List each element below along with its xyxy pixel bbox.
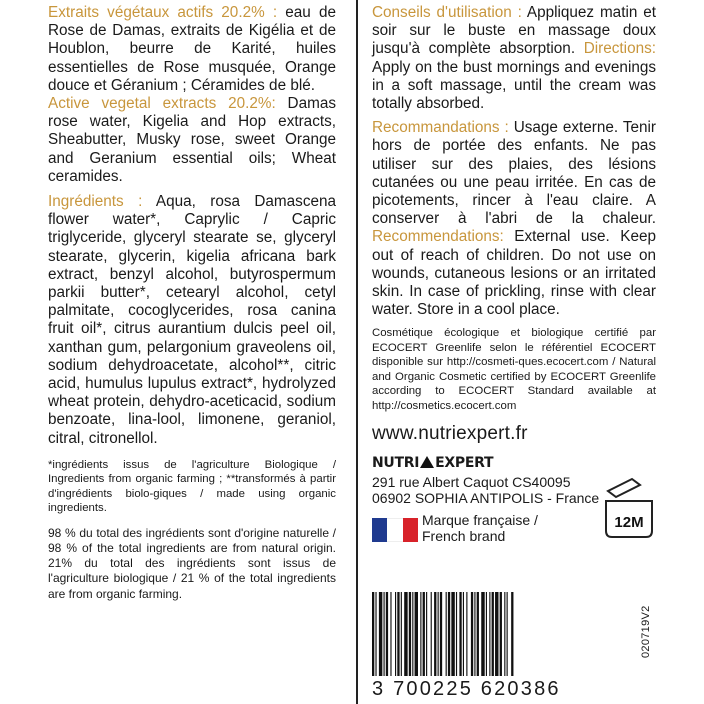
recommandations-label: Recommandations : [372,119,509,137]
barcode-bar [409,592,411,676]
french-flag-icon [372,518,418,542]
made-line-2: French brand [422,528,506,545]
directions-label: Directions: [583,40,656,58]
brand-logo [372,455,599,471]
barcode-bar [446,592,447,676]
address [372,474,599,506]
brand-block [372,455,599,544]
certification-paragraph: Cosmétique écologique et biologique certifié par ECOCERT Greenlife selon le référentiel ECOCERT disponible sur http://cosmeti-ques.ecocert.com / Natural and Organic Cosmetic certified by ECOCERT Greenlife according to ECOCERT Standard available at http://cosmetics.ecocert.com [372,327,656,412]
barcode-bar [500,592,502,676]
recommandations-paragraph [372,119,656,319]
pao-jar-icon [602,477,656,539]
ingredients-label: Ingrédients : [48,193,143,211]
pao-label: 12M [614,514,644,532]
barcode-bar [434,592,436,676]
barcode [372,592,604,676]
barcode-bar [456,592,457,676]
active-text: Damas rose water, Kigelia and Hop extracts, Sheabutter, Musky rose, sweet Orange and Geranium essential oils; Wheat ceramides. [48,95,336,185]
barcode-bar [507,592,508,676]
barcode-bar [423,592,425,676]
extraits-paragraph [48,4,336,95]
barcode-bar [495,592,498,676]
made-text [422,512,538,544]
left-column [48,0,336,602]
barcode-bar [474,592,475,676]
barcode-bar [390,592,391,676]
recommendations-label: Recommendations: [372,228,504,246]
barcode-bar [404,592,407,676]
active-paragraph [48,95,336,186]
barcode-bar [511,592,513,676]
barcode-bar [384,592,385,676]
barcode-bar [440,592,442,676]
barcode-bar [486,592,487,676]
directions-text: Apply on the bust mornings and evenings in a soft massage, until the cream was totally absorbed. [372,58,656,113]
percent-paragraph: 98 % du total des ingrédients sont d'origine naturelle / 98 % of the total ingredients are from natural origin. 21% du total des ingrédients sont issus de l'agriculture biologique / 21 % of the total ingredients are from organic farming. [48,525,336,601]
barcode-bar [412,592,413,676]
barcode-bar [395,592,396,676]
made-line-1: Marque française / [422,512,538,529]
barcode-bar [379,592,382,676]
active-label: Active vegetal extracts 20.2%: [48,95,276,113]
conseils-text: Appliquez matin et soir sur le buste en massage doux jusqu'à complète absorption. [372,4,656,58]
barcode-bar [420,592,421,676]
conseils-paragraph [372,4,656,113]
barcode-bar [466,592,467,676]
barcode-bar [375,592,376,676]
barcode-bar [492,592,494,676]
recommandations-text: Usage externe. Tenir hors de portée des enfants. Ne pas utiliser sur des plaies, des lésions cutanées ou une peau irritée. En cas de picotements, rincer à l'eau claire. A conserver à l'abri de la chaleur. [372,119,656,228]
barcode-bar [415,592,418,676]
barcode-bar [463,592,464,676]
barcode-bar [372,592,374,676]
barcode-bar [431,592,432,676]
extraits-label: Extraits végétaux actifs 20.2% : [48,4,278,21]
version-code: 020719V2 [640,605,652,658]
barcode-bar [386,592,388,676]
barcode-bar [481,592,484,676]
barcode-bar [448,592,450,676]
column-divider [356,0,358,704]
barcode-bar [504,592,505,676]
address-line-1: 291 rue Albert Caquot CS40095 [372,474,571,491]
recommendations-text: External use. Keep out of reach of children. Do not use on wounds, cutaneous lesions or an irritated skin. In case of prickling, rinse with clear water. Store in a cool place. [372,228,656,319]
barcode-bar [397,592,399,676]
barcode-bar [438,592,439,676]
barcode-bar [401,592,402,676]
barcode-bar [451,592,454,676]
logo-triangle-icon [420,456,434,468]
barcode-bar [477,592,479,676]
brand-row [372,455,656,544]
barcode-bar [459,592,461,676]
footnote: *ingrédients issus de l'agriculture Biologique / Ingredients from organic farming ; **transformés à partir d'ingrédients biolo-giques / made using organic ingredients. [48,458,336,515]
barcode-bar [426,592,427,676]
right-column [372,0,656,544]
address-line-2: 06902 SOPHIA ANTIPOLIS - France [372,490,600,507]
logo-right: EXPERT [435,455,494,472]
website-url[interactable]: www.nutriexpert.fr [372,423,528,445]
barcode-bar [471,592,473,676]
ingredients-paragraph [48,193,336,448]
barcode-number: 3 700225 620386 [372,678,561,700]
ingredients-text: Aqua, rosa Damascena flower water*, Caprylic / Capric triglyceride, glyceryl stearate se, glyceryl stearate, glycerin, kigelia africana bark extract, benzyl alcohol, butyrospermum parkii butter*, cetearyl alcohol, cetyl palmitate, cocoglycerides, rosa canina fruit oil*, citrus aurantium dulcis peel oil, xanthan gum, pelargonium graveolens oil, sodium dehydroacetate, alcohol**, citric acid, humulus lupulus extract*, hydrolyzed wheat protein, dehydro-aceticacid, sodium benzoate, lina-lool, limonene, geraniol, citral, citronellol. [48,193,336,447]
extraits-text: eau de Rose de Damas, extraits de Kigélia et de Houblon, beurre de Karité, huiles essentielles de Rose musquée, Orange douce et Géranium ; Céramides de blé. [48,4,336,94]
barcode-bar [489,592,490,676]
made-in-block [372,512,599,544]
logo-left: NUTRI [372,455,420,472]
conseils-label: Conseils d'utilisation : [372,4,522,21]
